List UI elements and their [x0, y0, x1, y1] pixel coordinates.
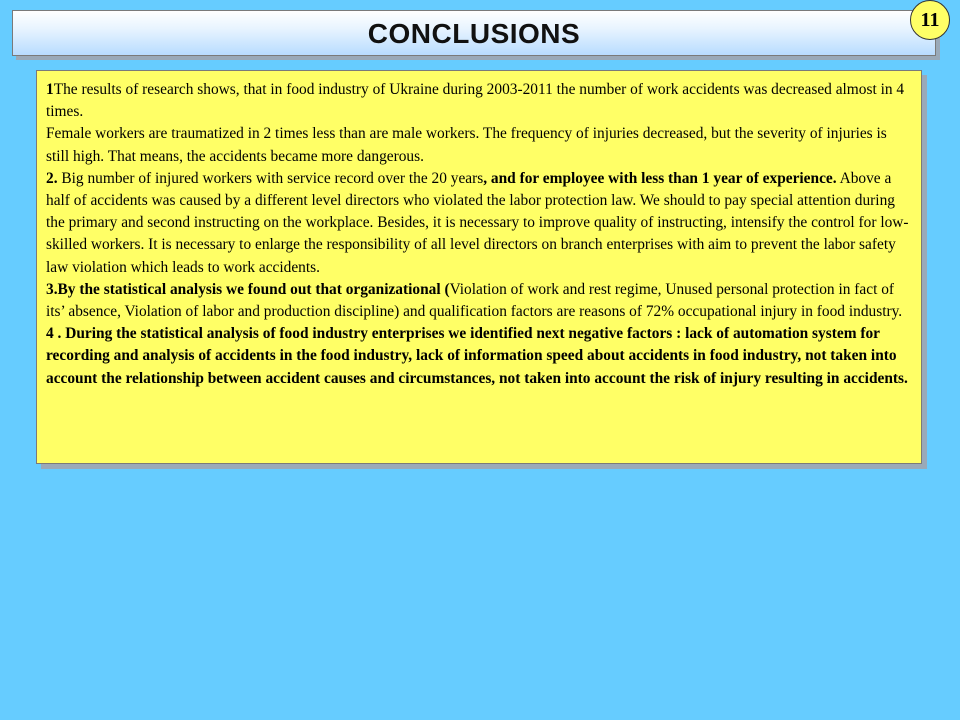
conclusion-paragraph-2: [46, 168, 911, 279]
paragraph-4-bold: 4 . During the statistical analysis of food industry enterprises we identified next negative factors : lack of automation system for recording and analysis of accidents in the food industry, lack of information speed about accidents in food industry, not taken into account the relationship between accident causes and circumstances, not taken into account the risk of injury resulting in accidents.: [46, 325, 908, 387]
paragraph-2-text-b: Above a half of accidents was caused by a different level directors who violated the labor protection law. We should to pay special attention during the primary and second instructing on the workplace. Besides, it is necessary to improve quality of instructing, intensify the control for low-skilled workers. It is necessary to enlarge the responsibility of all level directors on branch enterprises with aim to prevent the labor safety law violation which leads to work accidents.: [46, 169, 909, 276]
paragraph-3-text: Violation of work and rest regime, Unused personal protection in fact of its’ absence, Violation of labor and production discipline) and qualification factors are reasons of 72% occupational injury in food industry.: [46, 280, 903, 321]
paragraph-2-text-a: Big number of injured workers with service record over the 20 years: [57, 169, 484, 187]
conclusion-paragraph-3: [46, 279, 911, 323]
paragraph-1b-text: Female workers are traumatized in 2 times less than are male workers. The frequency of injuries decreased, but the severity of injuries is still high. That means, the accidents became more dangerous.: [46, 125, 887, 165]
paragraph-1-text: The results of research shows, that in food industry of Ukraine during 2003-2011 the number of work accidents was decreased almost in 4 times.: [46, 81, 905, 121]
conclusion-paragraph-4: [46, 323, 911, 390]
conclusion-paragraph-1: [46, 79, 911, 123]
slide-number-badge: 11: [910, 0, 950, 40]
conclusion-paragraph-1b: [46, 123, 911, 167]
paragraph-3-bold: 3.By the statistical analysis we found out that organizational (: [46, 280, 450, 298]
paragraph-2-number: 2.: [46, 169, 58, 187]
title-bar: [12, 10, 936, 56]
slide-title: CONCLUSIONS: [367, 18, 581, 49]
paragraph-1-number: 1: [46, 81, 54, 98]
conclusions-box: [36, 70, 922, 464]
paragraph-2-bold-a: , and for employee with less than 1 year of experience.: [483, 169, 837, 187]
